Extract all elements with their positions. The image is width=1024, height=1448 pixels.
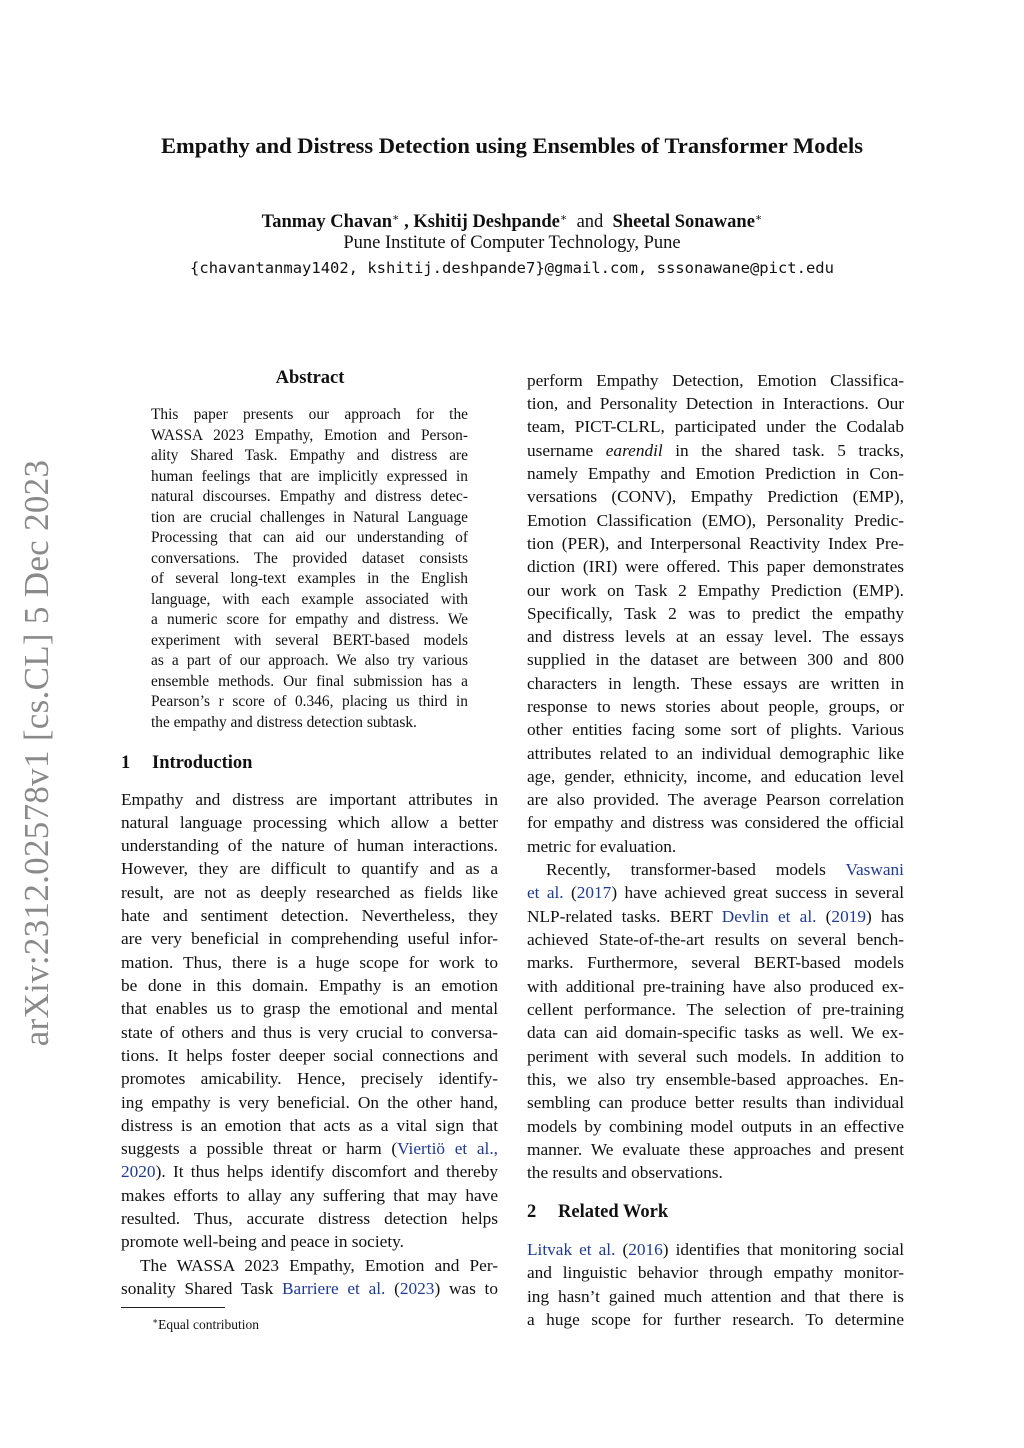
body-line: perform Empathy Detection, Emotion Classifica- (527, 371, 904, 390)
citation-litvak-year[interactable]: 2016 (628, 1240, 663, 1259)
body-line: are very beneficial in comprehending useful infor- (121, 929, 498, 948)
body-text: suggests a possible threat or harm ( (121, 1139, 398, 1158)
body-line: promotes amicability. Hence, precisely identify- (121, 1069, 498, 1088)
abstract-line: Pearson’s r score of 0.346, placing us third in (151, 693, 468, 710)
abstract-line: experiment with several BERT-based models (151, 632, 468, 649)
body-text: username (527, 441, 606, 460)
body-line: namely Empathy and Emotion Prediction in Con- (527, 464, 904, 483)
author-name: Sheetal Sonawane (612, 212, 755, 232)
body-line: ing hasn’t gained much attention and that there is (527, 1287, 904, 1306)
footnote (152, 1312, 259, 1334)
body-text: sonality Shared Task (121, 1279, 283, 1298)
body-line: versations (CONV), Empathy Prediction (EMP), (527, 487, 904, 506)
body-line: team, PICT-CLRL, participated under the Codalab (527, 417, 904, 436)
body-text: was to (440, 1279, 499, 1298)
body-line: distress is an emotion that acts as a vital sign that (121, 1116, 498, 1135)
body-line (527, 905, 904, 928)
footnote-mark: ∗ (152, 1316, 159, 1326)
footnote-rule (121, 1307, 225, 1308)
body-line: hate and sentiment detection. Nevertheless, they (121, 906, 498, 925)
body-line: a huge scope for further research. To determine (527, 1310, 904, 1329)
body-text: ) (434, 1279, 441, 1298)
body-line: Specifically, Task 2 was to predict the empathy (527, 604, 904, 623)
footnote-text: Equal contribution (158, 1317, 259, 1332)
author-list (60, 206, 964, 234)
section-number: 1 (121, 753, 131, 773)
body-line: achieved State-of-the-art results on several bench- (527, 930, 904, 949)
body-line (121, 1277, 498, 1300)
equal-contribution-mark: ∗ (559, 212, 568, 224)
abstract-line: as a part of our approach. We also try various (151, 652, 468, 669)
equal-contribution-mark: ∗ (391, 212, 400, 224)
body-line: our work on Task 2 Empathy Prediction (EMP). (527, 581, 904, 600)
body-line: cellent performance. The selection of pre-training (527, 1000, 904, 1019)
citation-vaswani-year[interactable]: 2017 (576, 883, 612, 902)
body-line: are also provided. The average Pearson correlation (527, 790, 904, 809)
citation-devlin[interactable]: Devlin et al. (721, 907, 817, 926)
body-line: models by combining model outputs in an effective (527, 1117, 904, 1136)
abstract-line: This paper presents our approach for the (151, 406, 468, 423)
section-heading-related-work (527, 1200, 668, 1224)
affiliation: Pune Institute of Computer Technology, Pune (343, 233, 681, 253)
section-title: Introduction (152, 753, 253, 773)
paper-title: Empathy and Distress Detection using Ensembles of Transformer Models (160, 133, 864, 158)
citation-barriere-year[interactable]: 2023 (399, 1279, 435, 1298)
author-separator: , (399, 212, 414, 232)
equal-contribution-mark: ∗ (754, 212, 763, 224)
body-line: ing empathy is very beneficial. On the other hand, (121, 1093, 498, 1112)
codalab-username: earendil (605, 441, 663, 460)
abstract-line: ality Shared Task. Empathy and distress are (151, 447, 468, 464)
abstract-line: a numeric score for empathy and distress. We (151, 611, 468, 628)
body-text: has (871, 907, 904, 926)
citation-litvak[interactable]: Litvak et al. (527, 1240, 616, 1259)
citation-vaswani-etal[interactable]: et al. (527, 883, 564, 902)
citation-barriere[interactable]: Barriere et al. (282, 1279, 386, 1298)
section-number: 2 (527, 1202, 537, 1222)
abstract-line: the empathy and distress detection subtask. (151, 714, 417, 731)
body-line: understanding of the nature of human interactions. (121, 836, 498, 855)
body-line: this, we also try ensemble-based approaches. En- (527, 1070, 904, 1089)
body-text: identifies that monitoring social (668, 1240, 905, 1259)
body-line (546, 858, 904, 881)
body-text: ). It thus helps identify discomfort and thereby (155, 1162, 498, 1181)
body-line: response to news stories about people, groups, or (527, 697, 904, 716)
abstract-line: conversations. The provided dataset consists (151, 550, 468, 567)
body-line (527, 439, 904, 462)
body-line: Empathy and distress are important attributes in (121, 790, 498, 809)
citation-viertio-year[interactable]: 2020 (121, 1162, 156, 1181)
body-line: the results and observations. (527, 1163, 723, 1182)
abstract-line: WASSA 2023 Empathy, Emotion and Person- (151, 427, 468, 444)
abstract-line: natural discourses. Empathy and distress detec- (151, 488, 468, 505)
abstract-heading: Abstract (275, 368, 345, 388)
abstract-line: of several long-text examples in the English (151, 570, 468, 587)
body-line: sembling can produce better results than individual (527, 1093, 904, 1112)
citation-devlin-year[interactable]: 2019 (831, 907, 866, 926)
body-line: attributes related to an individual demographic like (527, 744, 904, 763)
body-line (527, 881, 904, 904)
arxiv-identifier: arXiv:2312.02578v1 [cs.CL] 5 Dec 2023 (17, 459, 56, 1047)
body-line: that enables us to grasp the emotional and mental (121, 999, 498, 1018)
body-line: promote well-being and peace in society. (121, 1232, 404, 1251)
body-line (121, 1137, 498, 1160)
author-name: Kshitij Deshpande (413, 212, 560, 232)
body-text: NLP-related tasks. BERT (527, 907, 722, 926)
body-line: makes efforts to allay any suffering that may have (121, 1186, 498, 1205)
body-line: The WASSA 2023 Empathy, Emotion and Per- (140, 1256, 498, 1275)
author-separator: and (567, 212, 613, 232)
body-text: Recently, transformer-based models (546, 860, 846, 879)
body-line: with additional pre-training have also produced ex- (527, 977, 904, 996)
body-line: be done in this domain. Empathy is an emotion (121, 976, 498, 995)
body-line: and linguistic behavior through empathy monitor- (527, 1263, 904, 1282)
body-line: for empathy and distress was considered the official (527, 813, 904, 832)
body-line: natural language processing which allow a better (121, 813, 498, 832)
body-line: tions. It helps foster deeper social connections and (121, 1046, 498, 1065)
citation-viertio[interactable]: Viertiö et al., (397, 1139, 498, 1158)
body-line: other entities facing some sort of plights. Various (527, 720, 904, 739)
body-line (121, 1160, 498, 1183)
body-line: diction (IRI) were offered. This paper demonstrates (527, 557, 904, 576)
body-line: marks. Furthermore, several BERT-based models (527, 953, 904, 972)
body-line: data can aid domain-specific tasks as well. We ex- (527, 1023, 904, 1042)
body-text: ( (563, 883, 577, 902)
body-line: result, are not as deeply researched as fields like (121, 883, 498, 902)
body-line: However, they are difficult to quantify and as a (121, 859, 498, 878)
body-line: Emotion Classification (EMO), Personality Predic- (527, 511, 904, 530)
body-line: supplied in the dataset are between 300 and 800 (527, 650, 904, 669)
body-line: metric for evaluation. (527, 837, 677, 856)
body-text: ( (816, 907, 832, 926)
body-line: periment with several such models. In addition to (527, 1047, 904, 1066)
abstract-line: language, with each example associated with (151, 591, 468, 608)
abstract-line: tion are crucial challenges in Natural Language (151, 509, 468, 526)
body-line: age, gender, ethnicity, income, and education level (527, 767, 904, 786)
body-line: manner. We evaluate these approaches and present (527, 1140, 904, 1159)
body-text: ( (385, 1279, 400, 1298)
body-line: and distress levels at an essay level. The essays (527, 627, 904, 646)
body-text: ( (615, 1240, 629, 1259)
body-text: in the shared task. 5 tracks, (662, 441, 904, 460)
body-line (527, 1238, 904, 1261)
body-line: tion, and Personality Detection in Interactions. Our (527, 394, 904, 413)
body-line: resulted. Thus, accurate distress detection helps (121, 1209, 498, 1228)
body-text: ) (662, 1240, 669, 1259)
author-emails: {chavantanmay1402, kshitij.deshpande7}@gmail.com, sssonawane@pict.edu (190, 259, 834, 277)
body-line: characters in length. These essays are written in (527, 674, 904, 693)
abstract-line: human feelings that are implicitly expressed in (151, 468, 468, 485)
body-text: ) (611, 883, 618, 902)
author-name: Tanmay Chavan (261, 212, 392, 232)
body-line: tion (PER), and Interpersonal Reactivity Index Pre- (527, 534, 904, 553)
body-text: have achieved great success in several (617, 883, 904, 902)
body-line: state of others and thus is very crucial to conversa- (121, 1023, 498, 1042)
citation-vaswani[interactable]: Vaswani (845, 860, 904, 879)
body-line: mation. Thus, there is a huge scope for work to (121, 953, 498, 972)
abstract-line: ensemble methods. Our final submission has a (151, 673, 468, 690)
abstract-line: Processing that can aid our understanding of (151, 529, 468, 546)
body-text: ) (865, 907, 872, 926)
section-title: Related Work (558, 1202, 669, 1222)
section-heading-introduction (121, 751, 252, 775)
